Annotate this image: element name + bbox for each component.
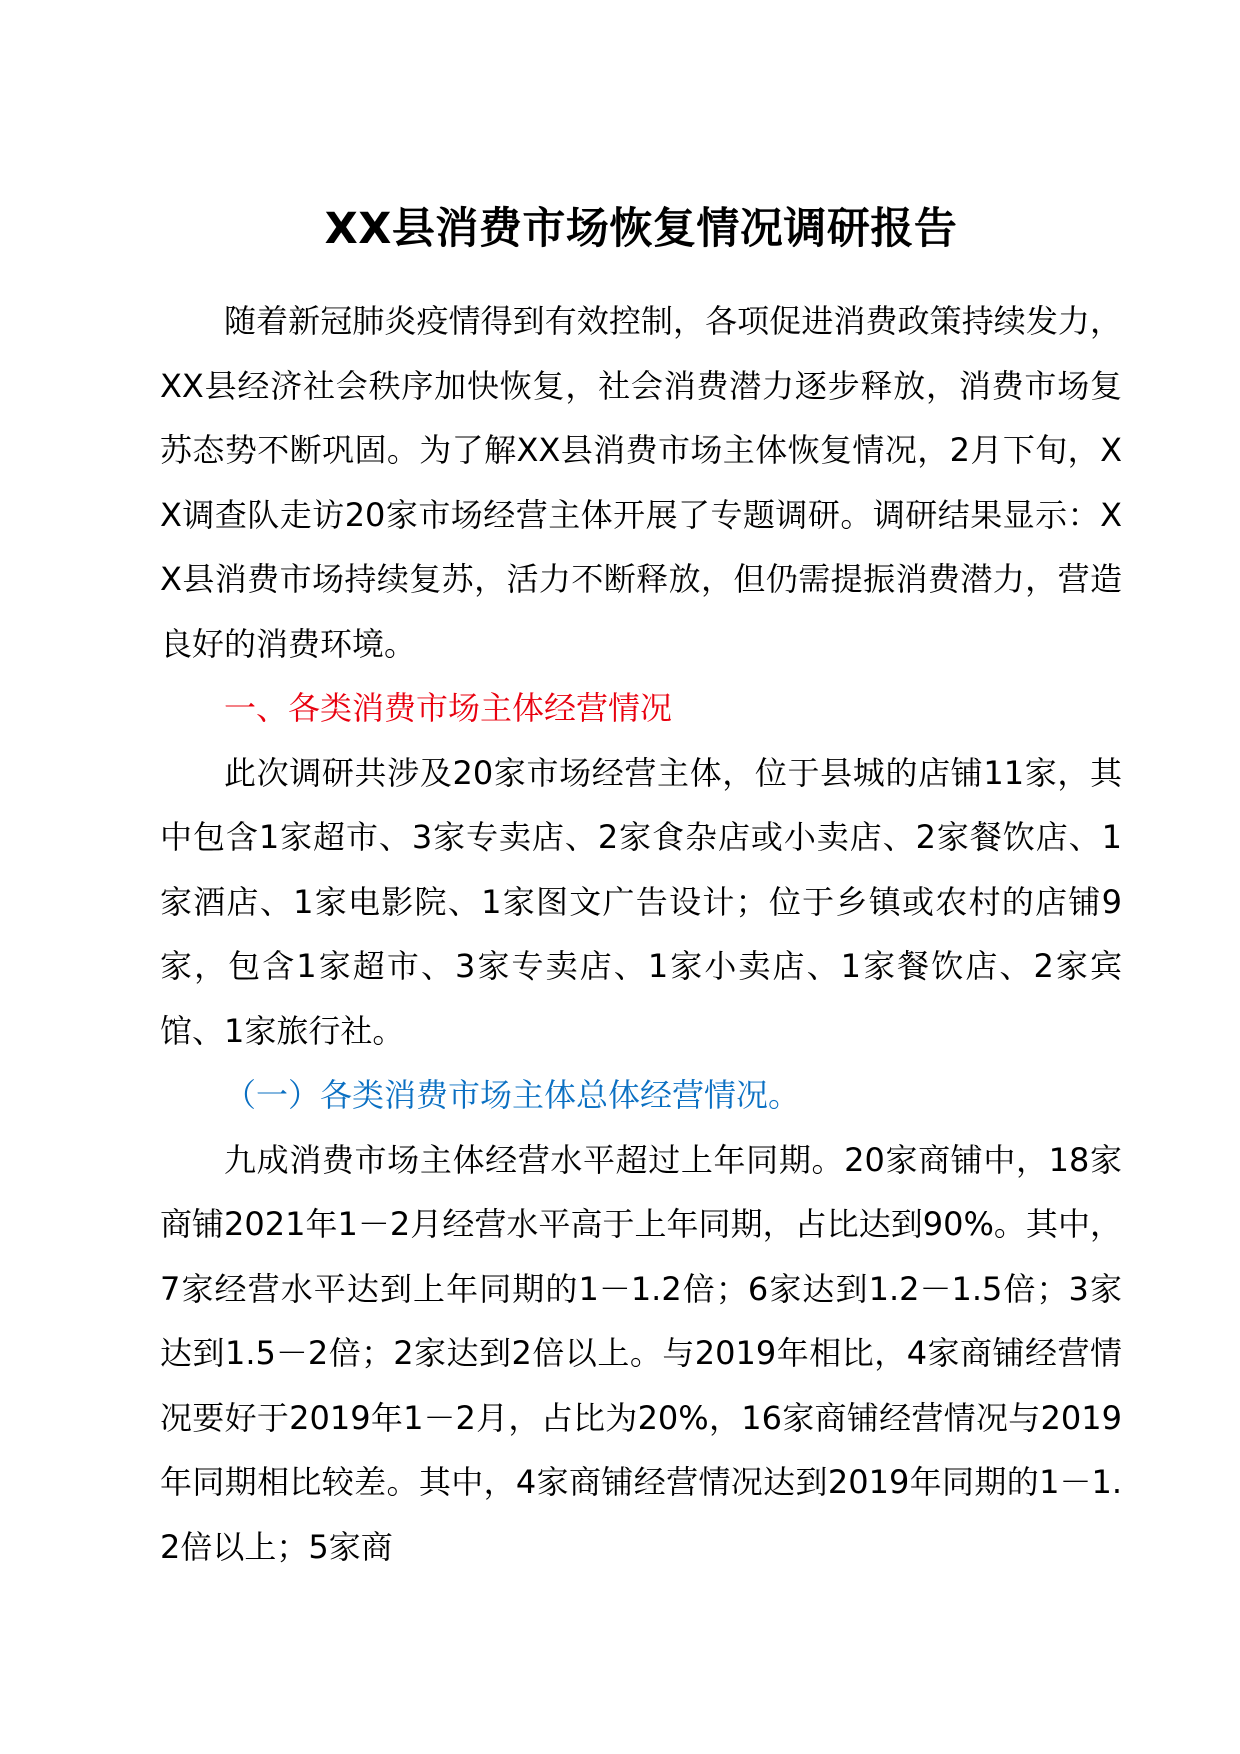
document-title: XX县消费市场恢复情况调研报告 [324,204,958,254]
section-1-paragraph: 此次调研共涉及20家市场经营主体，位于县城的店铺11家，其中包含1家超市、3家专卖店、2家食杂店或小卖店、2家餐饮店、1家酒店、1家电影院、1家图文广告设计；位于乡镇或农村的店铺9家，包含1家超市、3家专卖店、1家小卖店、1家餐饮店、2家宾馆、1家旅行社。 [160,753,1122,1050]
subsection-heading-1: （一）各类消费市场主体总体经营情况。 [224,1076,801,1114]
intro-paragraph: 随着新冠肺炎疫情得到有效控制，各项促进消费政策持续发力，XX县经济社会秩序加快恢复，社会消费潜力逐步释放，消费市场复苏态势不断巩固。为了解XX县消费市场主体恢复情况，2月下旬，XX调查队走访20家市场经营主体开展了专题调研。调研结果显示：XX县消费市场持续复苏，活力不断释放，但仍需提振消费潜力，营造良好的消费环境。 [160,302,1122,663]
subsection-1-paragraph: 九成消费市场主体经营水平超过上年同期。20家商铺中，18家商铺2021年1－2月经营水平高于上年同期，占比达到90%。其中，7家经营水平达到上年同期的1－1.2倍；6家达到1.2－1.5倍；3家达到1.5－2倍；2家达到2倍以上。与2019年相比，4家商铺经营情况要好于2019年1－2月，占比为20%，16家商铺经营情况与2019年同期相比较差。其中，4家商铺经营情况达到2019年同期的1－1.2倍以上；5家商 [160,1140,1122,1566]
section-heading-1: 一、各类消费市场主体经营情况 [224,689,673,727]
